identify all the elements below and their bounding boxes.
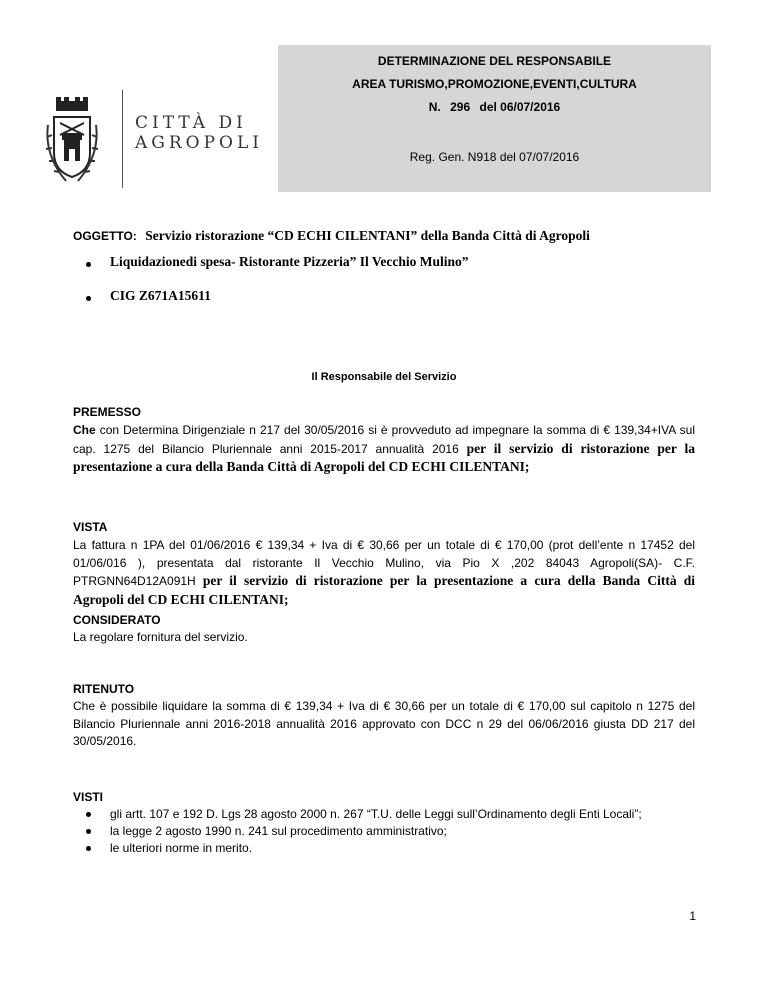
ritenuto-text: Che è possibile liquidare la somma di € 139,34 + Iva di € 30,66 per un totale di € 170,00 sul capitolo n 1275 del Bilancio Pluriennale anni 2016-2018 annualità 2016 approvato con DCC n 29 del 06/06/2016 giusta DD 217 del 30/05/2016.	[73, 699, 695, 748]
vista-bold: per il servizio di ristorazione per la presentazione a cura della Banda Città di Agropoli del CD ECHI CILENTANI;	[73, 573, 696, 607]
considerato-text: La regolare fornitura del servizio.	[73, 630, 248, 644]
oggetto-line	[73, 227, 590, 245]
visti-item: gli artt. 107 e 192 D. Lgs 28 agosto 2000 n. 267 “T.U. delle Leggi sull’Ordinamento degli Enti Locali”;	[110, 807, 642, 821]
header-area: AREA TURISMO,PROMOZIONE,EVENTI,CULTURA	[352, 77, 637, 91]
bullet-icon	[86, 262, 91, 267]
bullet-icon	[86, 846, 91, 851]
header-reg-gen: Reg. Gen. N918 del 07/07/2016	[409, 150, 580, 164]
page-number: 1	[689, 909, 696, 923]
premesso-label: PREMESSO	[73, 405, 142, 419]
vista-text: La fattura n 1PA del 01/06/2016 € 139,34 + Iva di € 30,66 per un totale di € 170,00 (prot dell’ente n 17452 del 01/06/016 ), presentata dal ristorante Il Vecchio Mulino, via Pio X ,202 84043 Agropoli(SA)- C.F. PTRGNN64D12A091H	[73, 538, 695, 588]
premesso-che: Che	[73, 423, 96, 437]
vista-paragraph	[73, 537, 695, 609]
visti-item: la legge 2 agosto 1990 n. 241 sul procedimento amministrativo;	[110, 824, 447, 838]
oggetto-bullet-2: CIG Z671A15611	[110, 288, 211, 303]
oggetto-label: OGGETTO:	[73, 229, 137, 243]
premesso-text: con Determina Dirigenziale n 217 del 30/05/2016 si è provveduto ad impegnare la somma di € 139,34+IVA sul cap. 1275 del Bilancio Pluriennale anni 2015-2017 annualità 2016	[73, 423, 695, 456]
determination-header-box	[278, 45, 711, 192]
bullet-icon	[86, 296, 91, 301]
bullet-icon	[86, 812, 91, 817]
responsabile-heading: Il Responsabile del Servizio	[311, 371, 457, 383]
header-number-value: 296	[450, 100, 471, 114]
visti-item: le ulteriori norme in merito.	[110, 841, 253, 855]
premesso-bold: per il servizio di ristorazione per la presentazione a cura della Banda Città di Agropoli del CD ECHI CILENTANI;	[73, 440, 695, 474]
oggetto-text: Servizio ristorazione “CD ECHI CILENTANI” della Banda Città di Agropoli	[145, 228, 590, 243]
premesso-paragraph	[73, 422, 695, 477]
ritenuto-label: RITENUTO	[73, 682, 135, 696]
header-title: DETERMINAZIONE DEL RESPONSABILE	[377, 54, 612, 68]
city-name-line2: AGROPOLI	[135, 133, 263, 153]
header-number-label: N.	[428, 100, 441, 114]
logo-divider	[122, 90, 123, 188]
city-coat-of-arms-icon	[42, 95, 102, 185]
header-number	[278, 100, 711, 114]
vista-label: VISTA	[73, 520, 108, 534]
considerato-label: CONSIDERATO	[73, 613, 161, 627]
bullet-icon	[86, 829, 91, 834]
header-number-date: del 06/07/2016	[479, 100, 561, 114]
visti-label: VISTI	[73, 790, 104, 804]
city-name	[135, 113, 263, 153]
city-name-line1: CITTÀ DI	[135, 113, 247, 133]
oggetto-bullet-1: Liquidazionedi spesa- Ristorante Pizzeria” Il Vecchio Mulino”	[110, 254, 469, 269]
